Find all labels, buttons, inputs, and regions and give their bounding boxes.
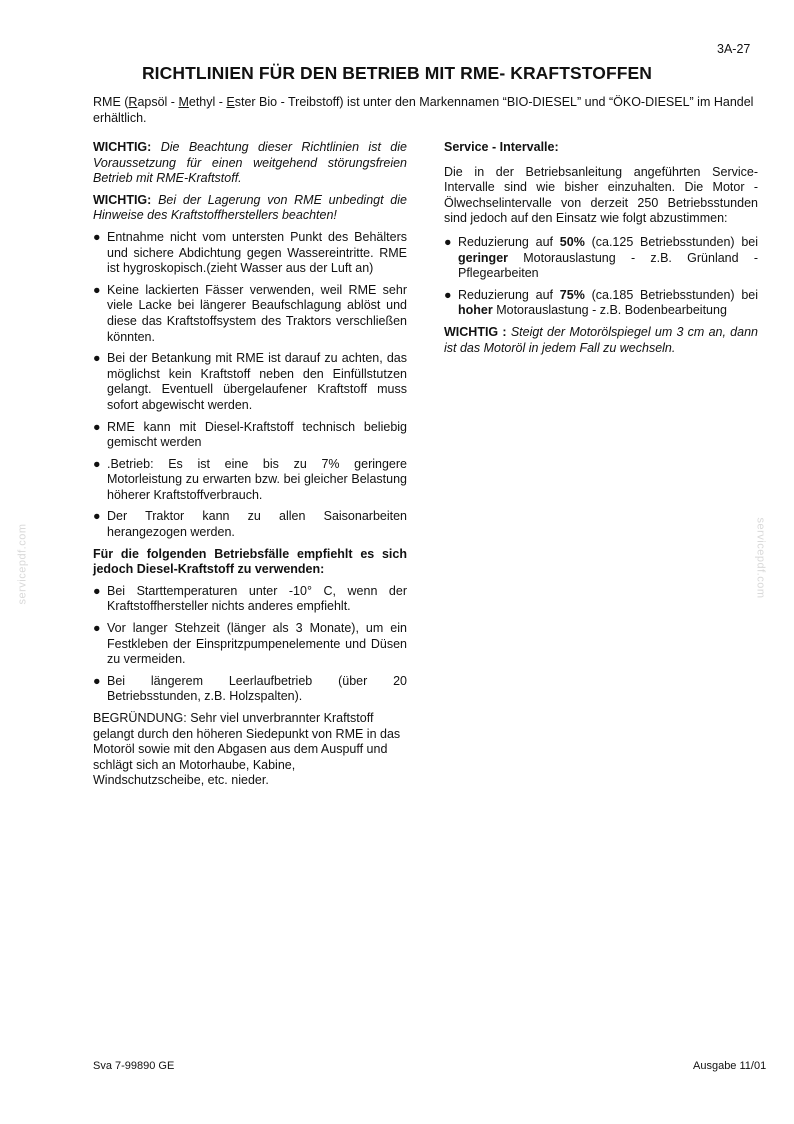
bullet-icon: ● [93, 282, 101, 297]
section-subheading: Für die folgenden Betriebsfälle empfiehlt es sich jedoch Diesel-Kraftstoff zu verwenden: [93, 546, 407, 577]
page-title: RICHTLINIEN FÜR DEN BETRIEB MIT RME- KRAFTSTOFFEN [141, 63, 653, 83]
page-number: 3A-27 [717, 42, 751, 56]
intro-text: ster Bio - Treibstoff) ist unter den Markennamen “BIO-DIESEL” und “ÖKO-DIESEL” im Handel erhältlich. [93, 95, 754, 125]
note-important-2 [93, 193, 407, 224]
intro-letter-m: M [178, 95, 189, 109]
note-label: WICHTIG : [444, 324, 507, 339]
list-item-text: Vor langer Stehzeit (länger als 3 Monate), um ein Festkleben der Einspritzpumpenelemente und Düsen zu vermeiden. [107, 621, 407, 667]
bullet-icon: ● [93, 583, 101, 598]
bullet-icon: ● [444, 234, 452, 249]
list-item-text: Reduzierung auf [458, 287, 560, 302]
watermark-left: servicepdf.com [16, 523, 29, 605]
bullet-icon: ● [444, 287, 452, 302]
bullet-icon: ● [93, 419, 101, 434]
bullet-icon: ● [93, 456, 101, 471]
list-item [93, 351, 407, 413]
intro-paragraph [93, 95, 758, 126]
right-column [444, 140, 758, 362]
list-item-text: Bei der Betankung mit RME ist darauf zu achten, das möglichst kein Kraftstoff neben den Einfüllstutzen gelangt. Eventuell übergelaufener Kraftstoff muss sofort abgewischt werden. [107, 351, 407, 412]
list-item-text: Reduzierung auf [458, 234, 560, 249]
watermark-right: servicepdf.com [754, 517, 767, 599]
list-item-text: Entnahme nicht vom untersten Punkt des Behälters und sichere Abdichtung gegen Wassereintritte. RME ist hygroskopisch.(zieht Wasser aus der Luft an) [107, 229, 407, 276]
list-item [444, 235, 758, 282]
note-important-1 [93, 140, 407, 187]
service-paragraph: Die in der Betriebsanleitung angeführten Service-Intervalle sind wie bisher einzuhalten. Die Motor - Ölwechselintervalle von derzeit 250 Betriebsstunden sind jedoch auf den Einsatz wie folgt abzustimmen: [444, 164, 758, 226]
left-column [93, 140, 407, 795]
reason-paragraph: BEGRÜNDUNG: Sehr viel unverbrannter Kraftstoff gelangt durch den höheren Siedepunkt von RME in das Motoröl sowie mit den Abgasen aus dem Auspuff und schlägt sich an Motorhaube, Kabine, Windschutzscheibe, etc. nieder. [93, 711, 401, 788]
list-item-text: (ca.185 Betriebsstunden) bei [584, 287, 759, 302]
bullet-icon: ● [93, 509, 101, 524]
intro-letter-e: E [226, 95, 235, 109]
intro-text: RME ( [93, 95, 129, 109]
list-item-text: Motorauslastung - z.B. Grünland - Pflegearbeiten [458, 250, 758, 281]
percent-value: 50% [559, 234, 585, 249]
list-item-text: Keine lackierten Fässer verwenden, weil RME sehr viele Lacke bei längerer Beaufschlagung ablöst und diese das Kraftstoffsystem des Traktors verschließen könnten. [107, 282, 407, 344]
list-item [444, 288, 758, 319]
list-item-text: Bei Starttemperaturen unter -10° C, wenn der Kraftstoffhersteller nichts anderes empfiehlt. [107, 583, 407, 614]
footer-edition: Ausgabe 11/01 [693, 1060, 767, 1072]
load-level: geringer [458, 250, 509, 265]
bullet-icon: ● [93, 673, 101, 688]
bullet-icon: ● [93, 621, 101, 636]
intro-text: ethyl - [188, 95, 227, 109]
list-item-text: (ca.125 Betriebsstunden) bei [584, 234, 759, 249]
list-item [93, 674, 407, 705]
list-item-text: Bei längerem Leerlaufbetrieb (über 20 Betriebsstunden, z.B. Holzspalten). [107, 673, 407, 704]
list-item [93, 420, 407, 451]
note-label: WICHTIG: [93, 192, 152, 207]
note-text: Bei der Lagerung von RME unbedingt die Hinweise des Kraftstoffherstellers beachten! [93, 192, 407, 223]
footer-document-code: Sva 7-99890 GE [93, 1060, 175, 1072]
list-item [93, 283, 407, 345]
list-item-text: Motorauslastung - z.B. Bodenbearbeitung [492, 303, 727, 318]
bullet-icon: ● [93, 351, 101, 366]
list-item-text: Der Traktor kann zu allen Saisonarbeiten herangezogen werden. [107, 509, 407, 540]
intro-text: apsöl - [137, 95, 179, 109]
list-item-text: .Betrieb: Es ist eine bis zu 7% geringere Motorleistung zu erwarten bzw. bei gleicher Belastung höherer Kraftstoffverbrauch. [107, 456, 407, 502]
bullet-icon: ● [93, 229, 101, 244]
load-level: hoher [458, 303, 493, 318]
note-text: Steigt der Motorölspiegel um 3 cm an, dann ist das Motoröl in jedem Fall zu wechseln. [444, 324, 758, 355]
list-item-text: RME kann mit Diesel-Kraftstoff technisch beliebig gemischt werden [107, 419, 407, 450]
intro-letter-r: R [128, 95, 138, 109]
section-heading: Service - Intervalle: [444, 140, 559, 154]
list-item [93, 621, 407, 668]
list-item [93, 509, 407, 540]
note-label: WICHTIG: [93, 140, 152, 154]
note-important-3 [444, 325, 758, 356]
note-text: Die Beachtung dieser Richtlinien ist die Voraussetzung für einen weitgehend störungsfreien Betrieb mit RME-Kraftstoff. [93, 140, 407, 186]
list-item [93, 584, 407, 615]
list-item [93, 230, 407, 277]
percent-value: 75% [559, 287, 585, 302]
list-item [93, 457, 407, 504]
